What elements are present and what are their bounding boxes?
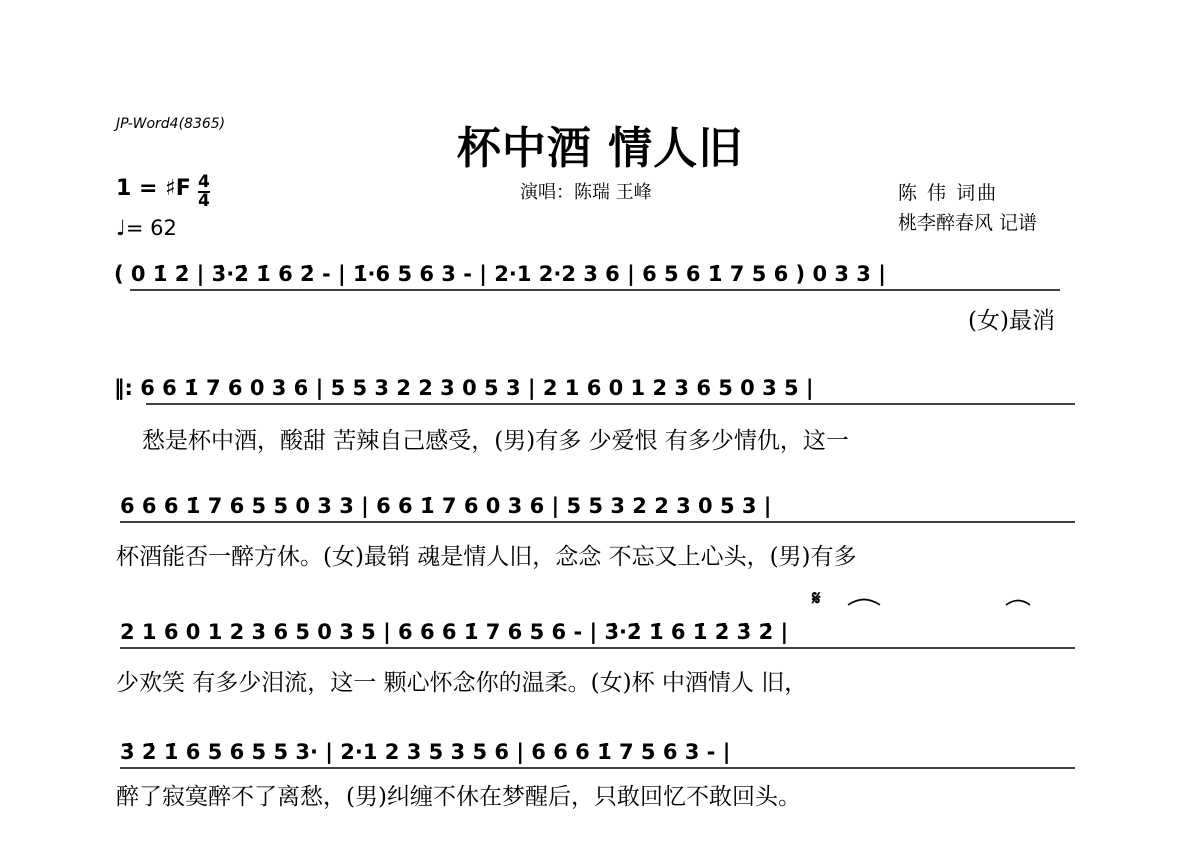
time-signature-bottom: 4 bbox=[198, 191, 210, 211]
transcriber-credit: 桃李醉春风 记谱 bbox=[898, 212, 1038, 234]
segno-sign: 𝄋 bbox=[812, 586, 821, 610]
key-signature: 1 = ♯F bbox=[116, 176, 191, 201]
notation-line-5: 3̇ 2̇ 1̇ 6 5 6 5 5 3· | 2·1 2 3 5 3 5 6 | 6 6 6 1̇ 7 5 6 3 - | bbox=[120, 740, 731, 764]
singer-credit: 演唱：陈瑞 王峰 bbox=[520, 182, 652, 203]
lyric-line-5: 醉了寂寞醉不了离愁，(男)纠缠不休在梦醒后，只敢回忆不敢回头。 bbox=[116, 784, 801, 810]
composer-credit: 陈 伟 词曲 bbox=[898, 182, 999, 204]
lyric-line-3: 杯酒能否一醉方休。(女)最销 魂是情人旧，念念 不忘又上心头，(男)有多 bbox=[116, 544, 857, 570]
notation-line-3: 6 6 6 1̇ 7 6 5 5 0 3 3 | 6 6 1̇ 7 6 0 3 6 | 5 5 3 2 2 3 0 5 3 | bbox=[120, 494, 772, 518]
lyric-line-2: 愁是杯中酒，酸甜 苦辣自己感受，(男)有多 少爱恨 有多少情仇，这一 bbox=[142, 428, 849, 454]
lyric-line-1: (女)最消 bbox=[968, 308, 1055, 334]
time-signature-top: 4 bbox=[198, 172, 210, 192]
song-title: 杯中酒 情人旧 bbox=[456, 123, 744, 174]
notation-line-1: ( 0 1̇ 2̇ | 3̇·2̇ 1̇ 6 2̇ - | 1̇·6 5 6 3 - | 2·1 2·2 3 6 | 6 5 6 1̇ 7 5 6 ) 0 3 3 | bbox=[114, 262, 886, 286]
software-label: JP-Word4(8365) bbox=[116, 116, 226, 132]
notation-line-4: 2 1 6 0 1 2 3 6 5 0 3 5 | 6 6 6 1̇ 7 6 5 6 - | 3̇·2̇ 1̇ 6 1̇ 2̇ 3̇ 2̇ | bbox=[120, 620, 789, 644]
tempo-marking: ♩= 62 bbox=[116, 216, 177, 240]
lyric-line-4: 少欢笑 有多少泪流，这一 颗心怀念你的温柔。(女)杯 中酒情人 旧， bbox=[116, 670, 808, 696]
notation-line-2: ‖: 6 6 1̇ 7 6 0 3 6 | 5 5 3 2 2 3 0 5 3 | 2 1 6 0 1 2 3 6 5 0 3 5 | bbox=[114, 376, 814, 400]
